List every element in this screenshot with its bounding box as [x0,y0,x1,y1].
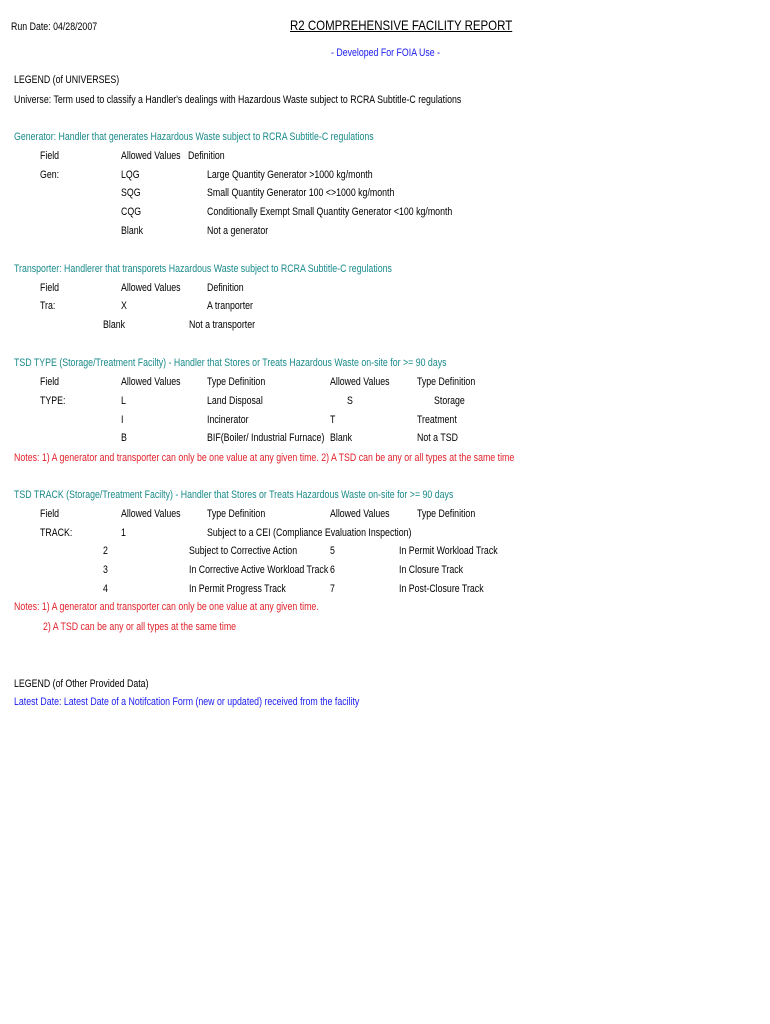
tsd-type-definition-2: Not a TSD [417,432,458,444]
transporter-heading: Transporter: Handlerer that transporets Hazardous Waste subject to RCRA Subtitle-C regulations [14,263,392,275]
tsd-type-col-allowed: Allowed Values [121,376,181,388]
tsd-track-value: 1 [121,527,126,539]
transporter-field: Tra: [40,300,56,312]
tsd-track-definition: In Permit Progress Track [189,583,286,595]
transporter-col-definition: Definition [207,282,244,294]
generator-value: CQG [121,206,142,218]
tsd-track-col-field: Field [40,508,60,520]
tsd-type-value: L [121,395,126,407]
tsd-type-col-field: Field [40,376,60,388]
tsd-type-definition-2: Storage [434,395,465,407]
tsd-type-heading: TSD TYPE (Storage/Treatment Facilty) - Handler that Stores or Treats Hazardous Waste on-site for >= 90 days [14,357,447,369]
tsd-track-notes-2: 2) A TSD can be any or all types at the same time [43,621,237,633]
tsd-track-notes-1: Notes: 1) A generator and transporter can only be one value at any given time. [14,601,319,613]
generator-col-field: Field [40,150,60,162]
transporter-definition: A tranporter [207,300,253,312]
generator-value: LQG [121,169,140,181]
tsd-type-value: B [121,432,127,444]
tsd-type-value: I [121,414,124,426]
tsd-track-value: 2 [103,545,108,557]
tsd-track-col-allowed-2: Allowed Values [330,508,390,520]
tsd-type-definition: Incinerator [207,414,249,426]
tsd-track-col-typedef: Type Definition [207,508,266,520]
tsd-track-value-2: 7 [330,583,335,595]
transporter-col-field: Field [40,282,60,294]
generator-heading: Generator: Handler that generates Hazardous Waste subject to RCRA Subtitle-C regulations [14,131,374,143]
tsd-track-definition-2: In Closure Track [399,564,464,576]
generator-value: SQG [121,187,141,199]
universe-definition: Universe: Term used to classify a Handler's dealings with Hazardous Waste subject to RCRA Subtitle-C regulations [14,94,462,106]
tsd-type-value-2: Blank [330,432,353,444]
generator-definition: Small Quantity Generator 100 <>1000 kg/month [207,187,395,199]
generator-definition: Large Quantity Generator >1000 kg/month [207,169,373,181]
tsd-track-value-2: 5 [330,545,335,557]
transporter-value: X [121,300,127,312]
tsd-type-col-typedef: Type Definition [207,376,266,388]
generator-definition: Not a generator [207,225,269,237]
generator-col-allowed: Allowed Values [121,150,181,162]
tsd-type-definition: Land Disposal [207,395,263,407]
tsd-type-definition: BIF(Boiler/ Industrial Furnace) [207,432,325,444]
generator-col-definition: Definition [188,150,225,162]
tsd-track-definition: In Corrective Active Workload Track [189,564,329,576]
tsd-type-definition-2: Treatment [417,414,457,426]
run-date: Run Date: 04/28/2007 [11,21,98,33]
legend-universes-heading: LEGEND (of UNIVERSES) [14,74,120,86]
tsd-type-notes: Notes: 1) A generator and transporter can only be one value at any given time. 2) A TSD can be any or all types at the same time [14,452,515,464]
tsd-track-definition: Subject to Corrective Action [189,545,298,557]
transporter-definition: Not a transporter [189,319,256,331]
tsd-track-value: 3 [103,564,108,576]
tsd-type-value-2: T [330,414,336,426]
transporter-value: Blank [103,319,126,331]
report-subtitle: - Developed For FOIA Use - [331,47,441,59]
tsd-track-field: TRACK: [40,527,73,539]
tsd-type-col-typedef-2: Type Definition [417,376,476,388]
generator-definition: Conditionally Exempt Small Quantity Generator <100 kg/month [207,206,453,218]
tsd-track-definition-2: In Permit Workload Track [399,545,498,557]
generator-field: Gen: [40,169,60,181]
tsd-track-value: 4 [103,583,108,595]
transporter-col-allowed: Allowed Values [121,282,181,294]
tsd-track-col-typedef-2: Type Definition [417,508,476,520]
tsd-track-heading: TSD TRACK (Storage/Treatment Facilty) - Handler that Stores or Treats Hazardous Waste on-site for >= 90 days [14,489,454,501]
tsd-track-definition-2: In Post-Closure Track [399,583,484,595]
tsd-type-field: TYPE: [40,395,66,407]
report-title: R2 COMPREHENSIVE FACILITY REPORT [290,17,513,33]
tsd-type-value-2: S [347,395,353,407]
legend-other-heading: LEGEND (of Other Provided Data) [14,678,149,690]
latest-date-definition: Latest Date: Latest Date of a Notifcation Form (new or updated) received from the facility [14,696,360,708]
generator-value: Blank [121,225,144,237]
tsd-type-col-allowed-2: Allowed Values [330,376,390,388]
tsd-track-col-allowed: Allowed Values [121,508,181,520]
tsd-track-definition: Subject to a CEI (Compliance Evaluation Inspection) [207,527,412,539]
tsd-track-value-2: 6 [330,564,335,576]
